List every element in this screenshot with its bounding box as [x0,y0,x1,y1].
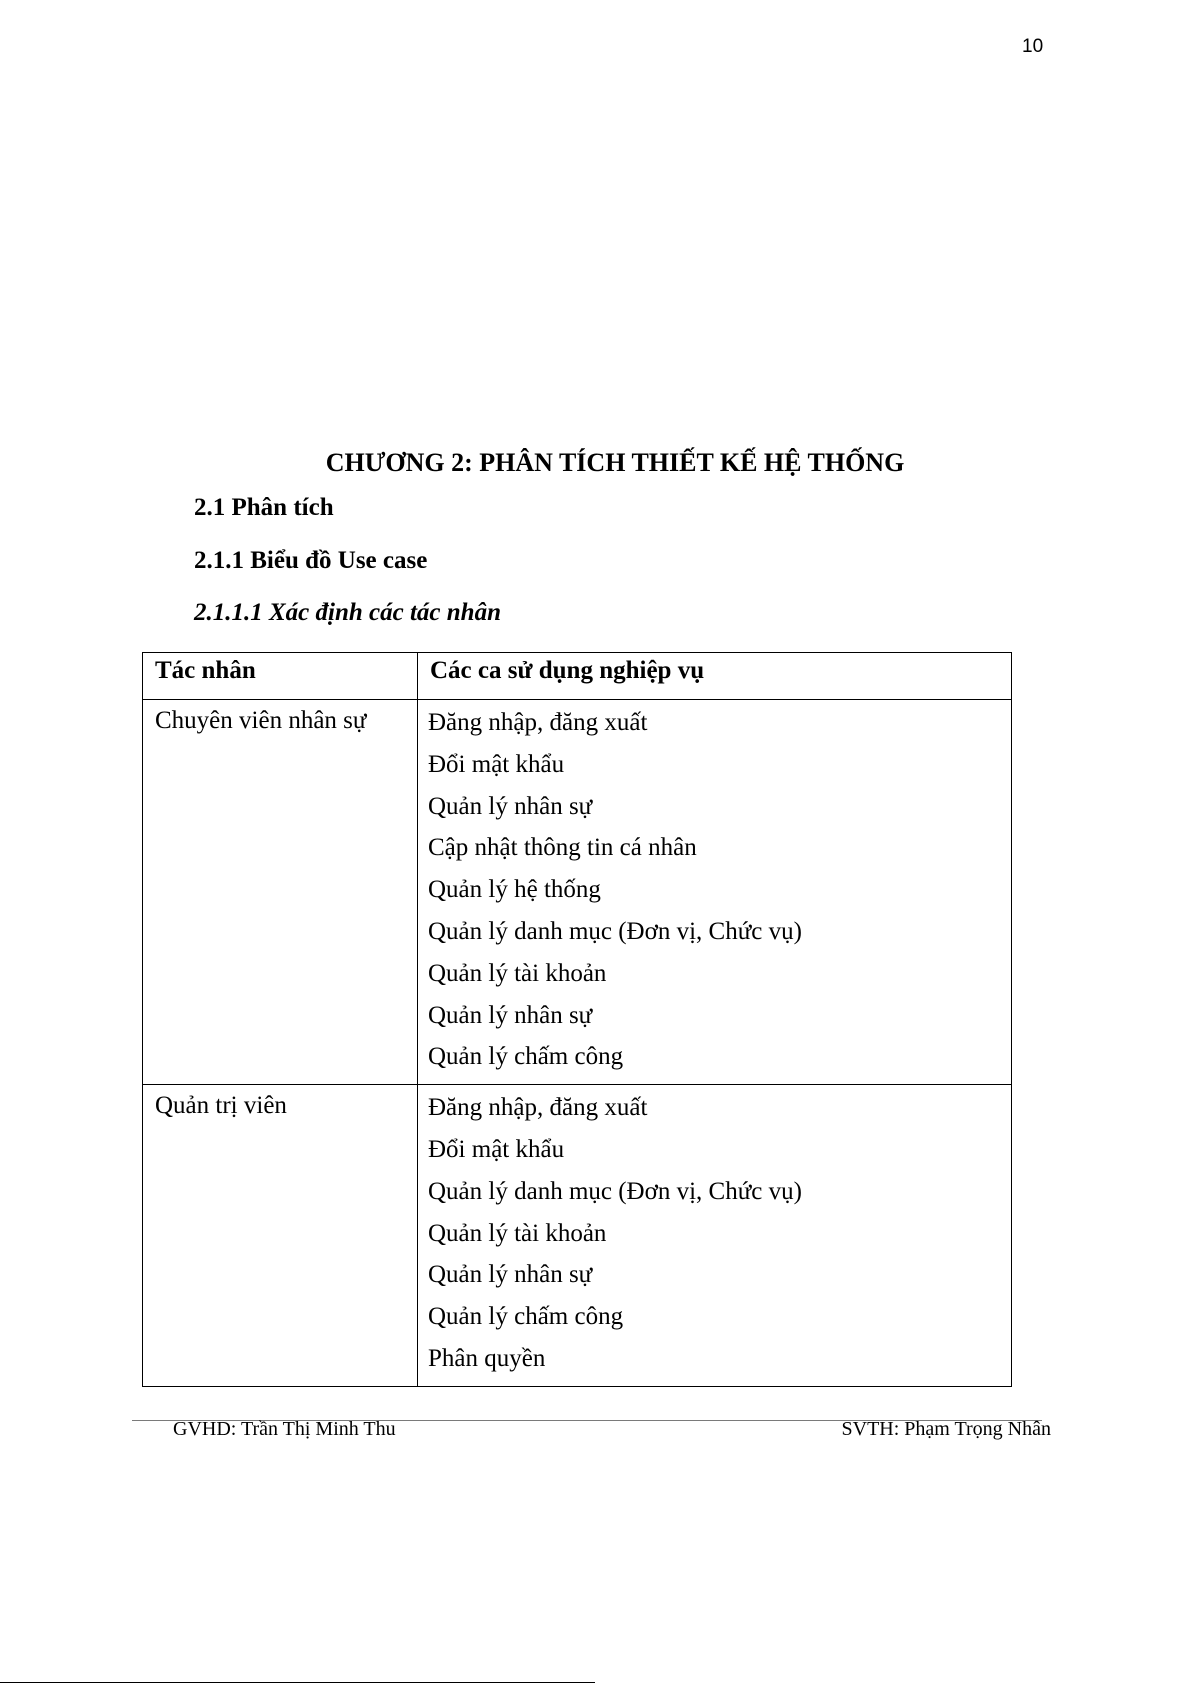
footer-supervisor: GVHD: Trần Thị Minh Thu [173,1418,396,1440]
use-case-item: Quản lý tài khoản [428,1219,607,1247]
table-header-row [143,653,1012,700]
use-case-item: Quản lý hệ thống [428,876,601,904]
use-case-item: Quản lý nhân sự [428,1261,593,1289]
actor-name: Quản trị viên [155,1092,287,1120]
use-case-item: Quản lý nhân sự [428,792,593,820]
bottom-divider [0,1682,595,1683]
table-row [143,1085,1012,1387]
use-case-item: Đăng nhập, đăng xuất [428,709,648,736]
use-case-item: Quản lý tài khoản [428,959,607,987]
use-case-item: Quản lý nhân sự [428,1001,593,1029]
chapter-title: CHƯƠNG 2: PHÂN TÍCH THIẾT KẾ HỆ THỐNG [325,448,905,477]
use-case-item: Quản lý danh mục (Đơn vị, Chức vụ) [428,1177,802,1205]
use-case-item: Cập nhật thông tin cá nhân [428,834,697,862]
footer-student: SVTH: Phạm Trọng Nhân [841,1418,1051,1440]
use-case-item: Đăng nhập, đăng xuất [428,1094,648,1122]
subsection-heading: 2.1.1 Biểu đồ Use case [194,547,428,574]
use-case-item: Đổi mật khẩu [428,750,565,778]
use-case-item: Đổi mật khẩu [428,1135,565,1163]
use-case-item: Phân quyền [428,1344,546,1372]
actors-table [142,652,1012,1387]
use-case-item: Quản lý chấm công [428,1043,624,1071]
subsubsection-heading: 2.1.1.1 Xác định các tác nhân [194,599,501,626]
header-actor: Tác nhân [143,653,418,700]
header-use-cases: Các ca sử dụng nghiệp vụ [418,653,1012,700]
table-row [143,700,1012,1085]
actor-name: Chuyên viên nhân sự [155,707,367,734]
use-case-list [418,1085,1011,1386]
section-heading: 2.1 Phân tích [194,494,334,521]
use-case-item: Quản lý danh mục (Đơn vị, Chức vụ) [428,917,802,945]
use-case-list [418,700,1011,1084]
page-number: 10 [1022,36,1044,57]
use-case-item: Quản lý chấm công [428,1303,624,1331]
